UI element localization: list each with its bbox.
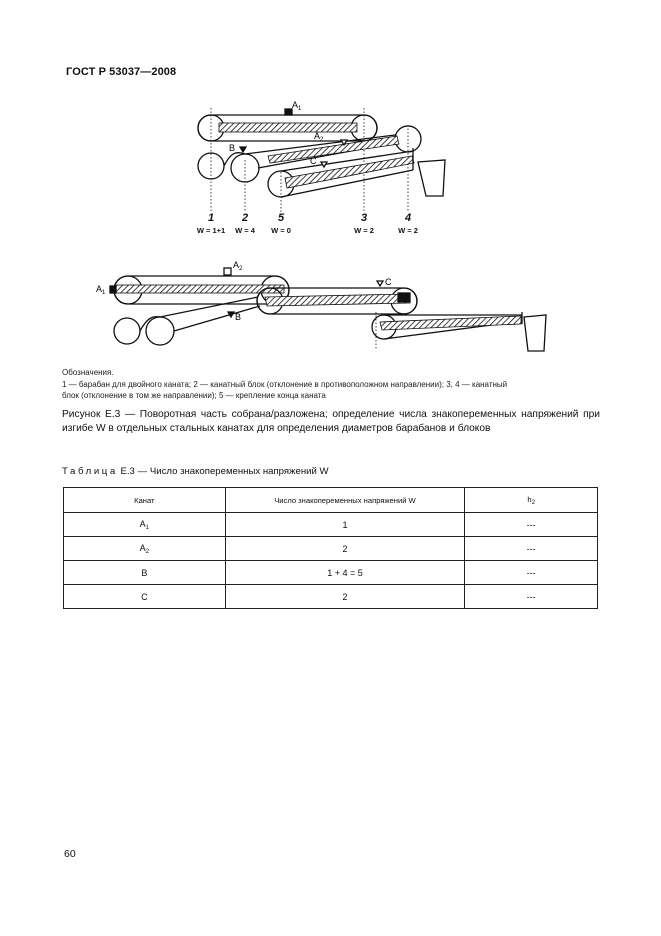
figure-caption: Рисунок Е.3 — Поворотная часть собрана/разложена; определение числа знакопеременных напряжений при изгибе W в отдельных стальных канатах для определения диаметров барабанов и блоков [62, 409, 600, 434]
cell-value: 2 [225, 537, 465, 561]
cell-value: 2 [225, 585, 465, 609]
table-row [64, 513, 598, 537]
cell-rope: B [64, 561, 226, 585]
rope-reeving-figure [0, 0, 661, 360]
column-w-3: W = 2 [354, 226, 374, 235]
label-a2-top: $A_2$ [314, 131, 324, 143]
disassembled-diagram [0, 0, 546, 360]
table-title [62, 466, 329, 477]
legend-line-1: 1 — барабан для двойного каната; 2 — канатный блок (отклонение в противоположном направлении); 3, 4 — канатный [62, 379, 508, 389]
label-a1-top: $A_1$ [292, 100, 302, 112]
cell-rope: $A_1$ [64, 513, 226, 537]
cell-h2: --- [465, 585, 598, 609]
cell-value: 1 + 4 = 5 [225, 561, 465, 585]
cell-h2: --- [465, 513, 598, 537]
label-b-top: B [229, 143, 236, 153]
cell-value: 1 [225, 513, 465, 537]
legend-title: Обозначения. [62, 368, 114, 377]
header-h2: $h_2$ [465, 488, 598, 513]
legend-line-2: блок (отклонение в том же направлении); 5 — крепление конца каната [62, 391, 326, 400]
header-rope: Канат [64, 488, 226, 513]
column-w-2: W = 4 [235, 226, 255, 235]
column-number-5: 5 [277, 212, 285, 224]
stress-table [63, 487, 598, 609]
column-w-1: W = 1+1 [196, 226, 226, 235]
document-header: ГОСТ Р 53037—2008 [66, 66, 177, 78]
column-number-2: 2 [241, 212, 249, 224]
column-number-1: 1 [207, 212, 215, 224]
label-c-top: C [310, 156, 317, 166]
column-number-4: 4 [404, 212, 412, 224]
cell-rope: $A_2$ [64, 537, 226, 561]
header-alternating-stresses: Число знакопеременных напряжений W [225, 488, 465, 513]
table-title-text: Е.3 — Число знакопеременных напряжений W [117, 466, 329, 477]
table-row [64, 585, 598, 609]
assembled-diagram [198, 108, 445, 212]
page-number: 60 [64, 848, 76, 860]
label-a2-bottom: $A_2$ [233, 260, 243, 272]
table-row [64, 537, 598, 561]
cell-h2: --- [465, 561, 598, 585]
cell-h2: --- [465, 537, 598, 561]
column-w-5: W = 0 [271, 226, 291, 235]
column-w-4: W = 2 [398, 226, 418, 235]
label-c-bottom: C [385, 277, 392, 287]
cell-rope: C [64, 585, 226, 609]
label-b-bottom: B [235, 312, 242, 322]
table-row [64, 561, 598, 585]
table-header-row [64, 488, 598, 513]
table-title-word: Таблица [62, 466, 118, 477]
label-a1-bottom: $A_1$ [96, 284, 106, 296]
column-number-3: 3 [360, 212, 368, 224]
figure-legend [62, 367, 600, 402]
